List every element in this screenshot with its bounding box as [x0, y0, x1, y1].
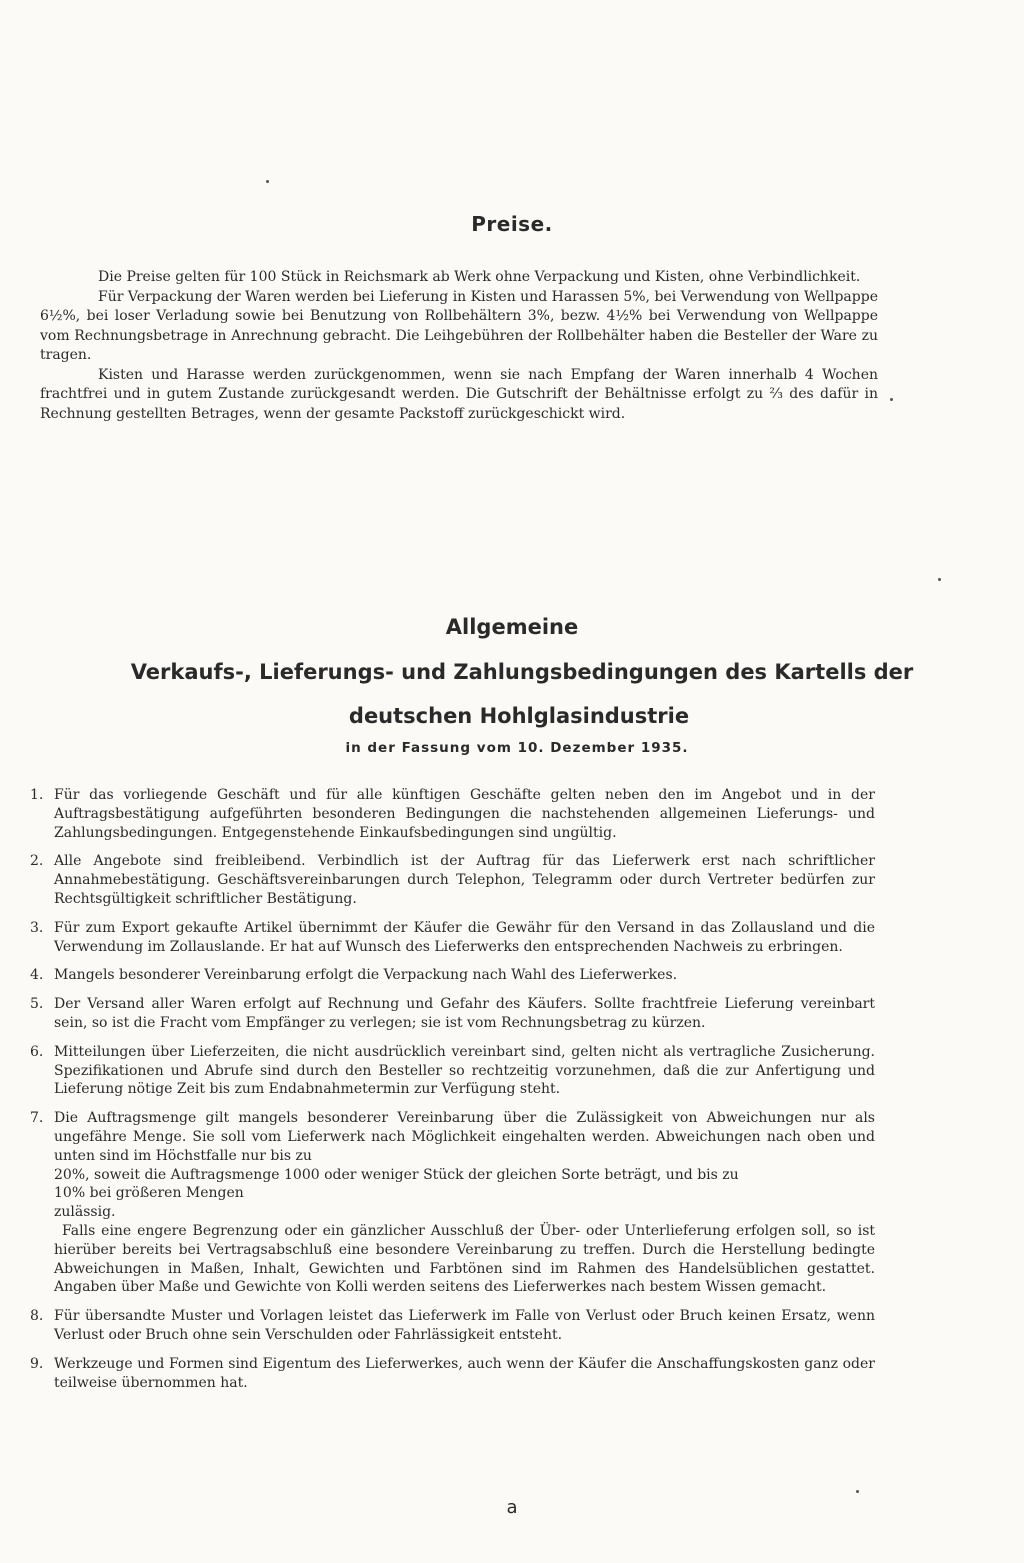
item-subparagraph: Falls eine engere Begrenzung oder ein gänzlicher Ausschluß der Über- oder Unterlieferung erfolgen soll, so ist hierüber bereits bei Vertragsabschluß eine besondere Vereinbarung zu treffen. Durch die Herstellung bedingte Abweichungen in Maßen, Inhalt, Gewichten und Farbtönen sind im Rahmen des Handelsüblichen gestattet. Angaben über Maße und Gewichte von Kolli werden seitens des Lieferwerkes nach bestem Wissen gemacht. — [54, 1222, 875, 1296]
paper-speck — [890, 398, 893, 401]
paper-speck — [856, 1490, 859, 1493]
condition-item — [30, 966, 875, 985]
item-text: Der Versand aller Waren erfolgt auf Rechnung und Gefahr des Käufers. Sollte frachtfreie Lieferung vereinbart sein, so ist die Fracht vom Empfänger zu verlegen; sie ist vom Rechnungsbetrag zu kürzen. — [54, 996, 875, 1031]
item-number: 3. — [30, 919, 44, 936]
heading-bedingungen: Verkaufs-, Lieferungs- und Zahlungsbedingungen des Kartells der — [130, 660, 914, 684]
item-number: 6. — [30, 1043, 44, 1060]
preise-paragraph: Kisten und Harasse werden zurückgenommen, wenn sie nach Empfang der Waren innerhalb 4 Wochen frachtfrei und in gutem Zustande zurückgesandt werden. Die Gutschrift der Behältnisse erfolgt zu ⅔ des dafür in Rechnung gestellten Betrages, wenn der gesamte Packstoff zurückgeschickt wird. — [40, 366, 878, 422]
item-number: 2. — [30, 853, 44, 870]
item-number: 7. — [30, 1110, 44, 1127]
condition-item — [30, 1307, 875, 1345]
item-text: Werkzeuge und Formen sind Eigentum des Lieferwerkes, auch wenn der Käufer die Anschaffungskosten ganz oder teilweise übernommen hat. — [54, 1355, 875, 1391]
item-text: Mitteilungen über Lieferzeiten, die nicht ausdrücklich vereinbart sind, gelten nicht als vertragliche Zusicherung. Spezifikationen und Abrufe sind durch den Besteller so rechtzeitig vorzunehmen, daß die zur Anfertigung und Lieferung nötige Zeit bis zum Endabnahmetermin zur Verfügung steht. — [54, 1043, 875, 1098]
item-text: Mangels besonderer Vereinbarung erfolgt die Verpackung nach Wahl des Lieferwerkes. — [54, 967, 678, 984]
page-mark: a — [506, 1497, 518, 1518]
heading-hohlglasindustrie: deutschen Hohlglasindustrie — [348, 704, 690, 728]
condition-item — [30, 1043, 875, 1099]
condition-item — [30, 995, 875, 1033]
item-number: 1. — [30, 787, 44, 803]
condition-item — [30, 1109, 875, 1297]
condition-item — [30, 786, 875, 842]
preise-paragraph: Die Preise gelten für 100 Stück in Reichsmark ab Werk ohne Verpackung und Kisten, ohne Verbindlichkeit. — [98, 269, 861, 285]
paper-speck — [266, 180, 269, 183]
item-text: Die Auftragsmenge gilt mangels besonderer Vereinbarung über die Zulässigkeit von Abweichungen nur als ungefähre Menge. Sie soll vom Lieferwerk nach Möglichkeit eingehalten werden. Abweichungen nach oben und unten sind im Höchstfalle nur bis zu — [54, 1110, 875, 1164]
item-subline: zulässig. — [54, 1204, 116, 1221]
preise-text — [40, 268, 878, 424]
item-number: 9. — [30, 1355, 44, 1372]
preise-paragraph: Für Verpackung der Waren werden bei Lieferung in Kisten und Harassen 5%, bei Verwendung von Wellpappe 6½%, bei loser Verladung sowie bei Benutzung von Rollbehältern 3%, bezw. 4½% bei Verwendung von Wellpappe vom Rechnungsbetrage in Anrechnung gebracht. Die Leihgebühren der Rollbehälter haben die Besteller der Ware zu tragen. — [40, 288, 878, 363]
subheading-fassung: in der Fassung vom 10. Dezember 1935. — [345, 740, 689, 756]
item-number: 4. — [30, 967, 44, 984]
item-text: Für zum Export gekaufte Artikel übernimmt der Käufer die Gewähr für den Versand in das Zollausland und die Verwendung im Zollauslande. Er hat auf Wunsch des Lieferwerks den entsprechenden Nachweis zu erbringen. — [54, 919, 875, 955]
item-text: Für übersandte Muster und Vorlagen leistet das Lieferwerk im Falle von Verlust oder Bruch keinen Ersatz, wenn Verlust oder Bruch ohne sein Verschulden oder Fahrlässigkeit entsteht. — [54, 1308, 875, 1343]
item-subline: 20%, soweit die Auftragsmenge 1000 oder weniger Stück der gleichen Sorte beträgt, und bis zu — [54, 1166, 739, 1183]
heading-allgemeine: Allgemeine — [445, 615, 579, 639]
condition-item — [30, 919, 875, 957]
paper-speck — [938, 578, 941, 581]
item-text: Alle Angebote sind freibleibend. Verbindlich ist der Auftrag für das Lieferwerk erst nach schriftlicher Annahmebestätigung. Geschäftsvereinbarungen durch Telephon, Telegramm oder durch Vertreter bedürfen zur Rechtsgültigkeit schriftlicher Bestätigung. — [54, 853, 875, 907]
conditions-list — [30, 786, 875, 1402]
item-subline: 10% bei größeren Mengen — [54, 1185, 244, 1202]
item-text: Für das vorliegende Geschäft und für alle künftigen Geschäfte gelten neben den im Angebot und in der Auftragsbestätigung aufgeführten besonderen Bedingungen die nachstehenden allgemeinen Lieferungs- und Zahlungsbedingungen. Entgegenstehende Einkaufsbedingungen sind ungültig. — [54, 787, 875, 841]
item-number: 8. — [30, 1308, 44, 1325]
condition-item — [30, 1355, 875, 1393]
condition-item — [30, 852, 875, 908]
section-title-preise: Preise. — [471, 212, 553, 236]
item-number: 5. — [30, 996, 44, 1013]
